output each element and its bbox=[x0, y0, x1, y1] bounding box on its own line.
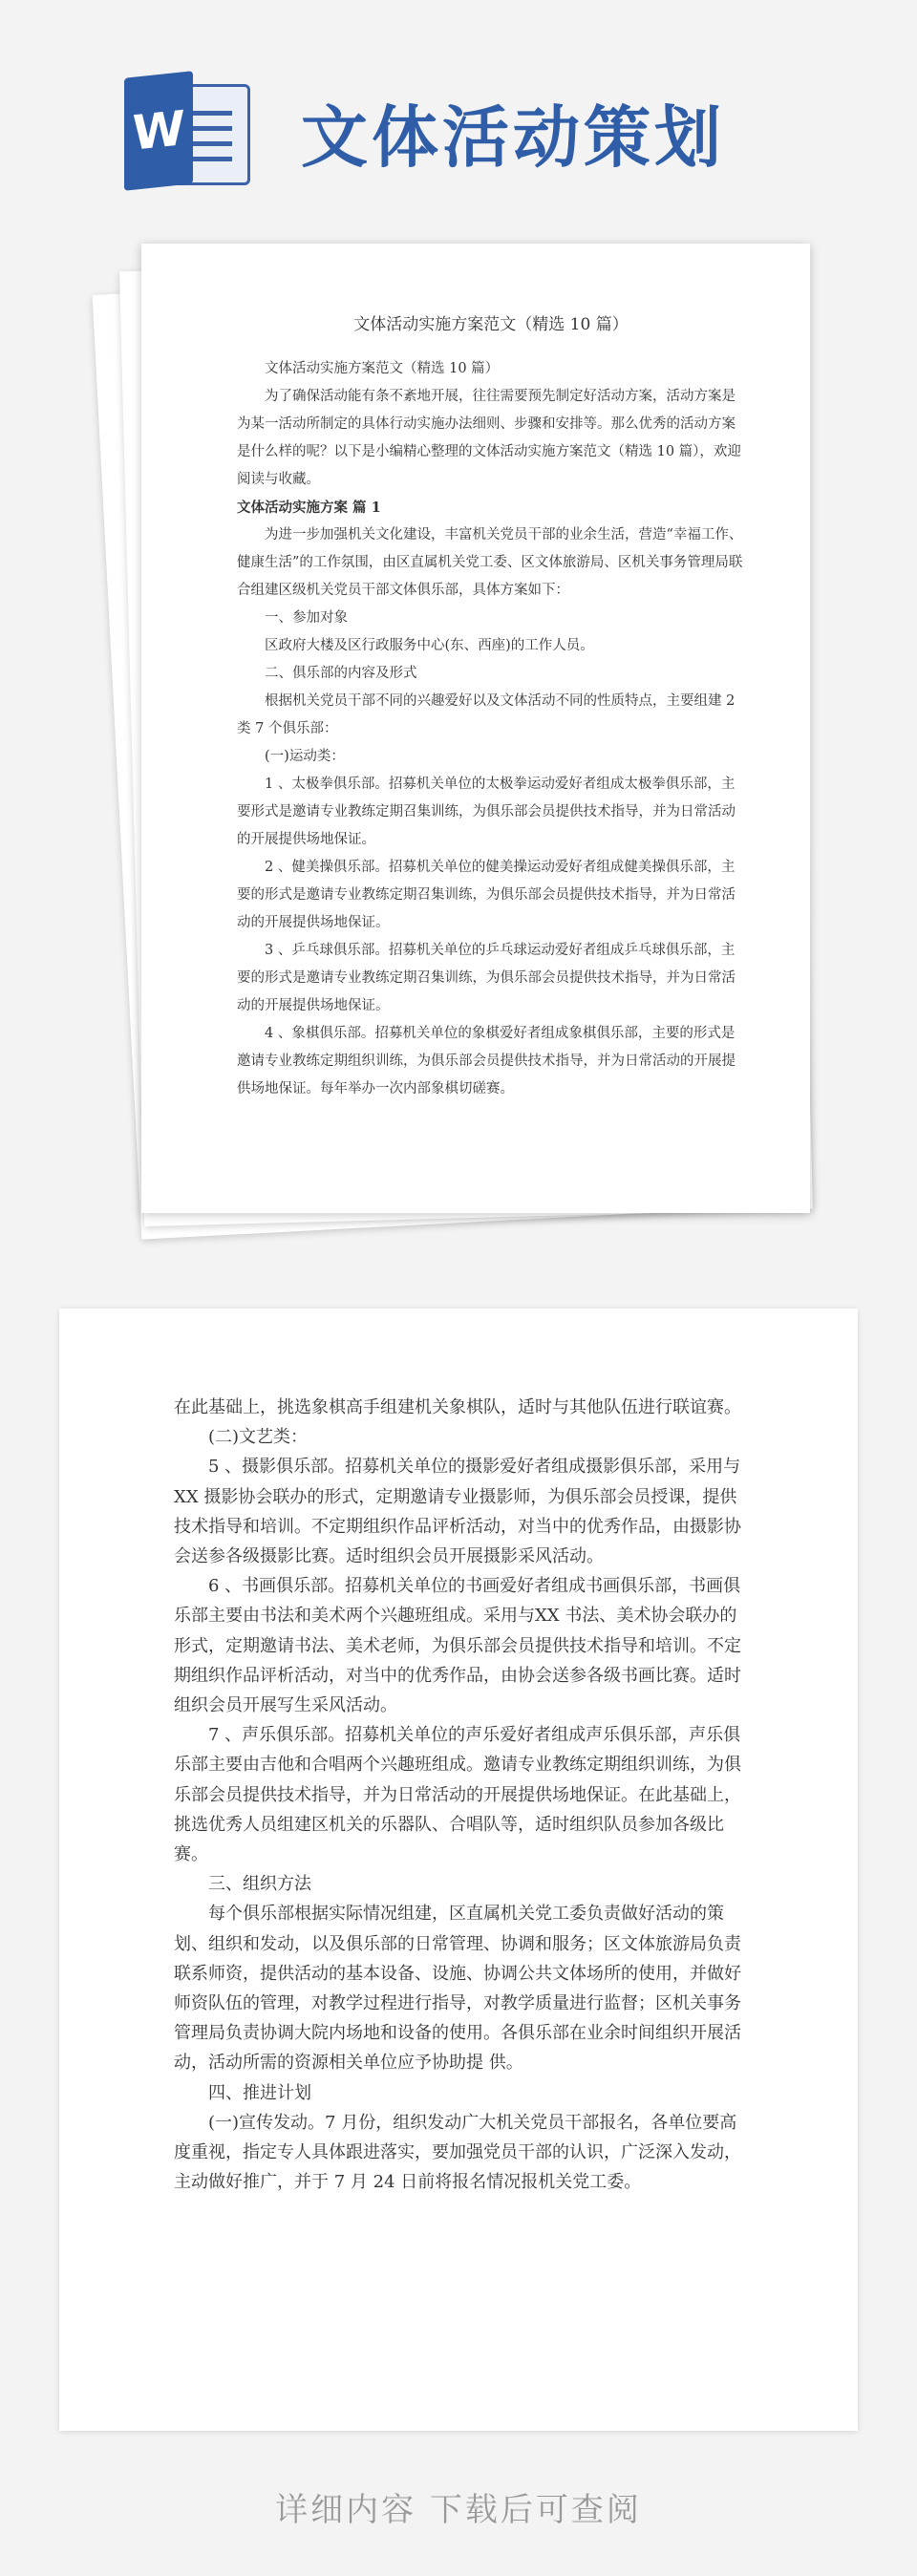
document-title: 文体活动实施方案范文（精选 10 篇） bbox=[353, 315, 629, 334]
paragraph: (一)运动类： bbox=[265, 749, 345, 764]
paragraph: 在此基础上，挑选象棋高手组建机关象棋队，适时与其他队伍进行联谊赛。 bbox=[174, 1397, 741, 1417]
header bbox=[0, 0, 917, 220]
document-body bbox=[174, 1393, 753, 2197]
paragraph: 区政府大楼及区行政服务中心(东、西座)的工作人员。 bbox=[265, 638, 594, 653]
paragraph: 2 、健美操俱乐部。招募机关单位的健美操运动爱好者组成健美操俱乐部，主要的形式是邀请专业教练定期召集训练，为俱乐部会员提供技术指导，并为日常活动的开展提供场地保证。 bbox=[237, 860, 736, 930]
paragraph: 7 、声乐俱乐部。招募机关单位的声乐爱好者组成声乐俱乐部，声乐俱乐部主要由吉他和合唱两个兴趣班组成。邀请专业教练定期组织训练，为俱乐部会员提供技术指导，并为日常活动的开展提供场地保证。在此基础上，挑选优秀人员组建区机关的乐器队、合唱队等，适时组织队员参加各级比赛。 bbox=[174, 1725, 741, 1865]
paragraph: (二)文艺类： bbox=[208, 1427, 309, 1448]
word-doc-icon bbox=[124, 75, 248, 187]
document-page-2 bbox=[59, 1309, 858, 2431]
document-page-1 bbox=[141, 244, 810, 1213]
document-body bbox=[237, 355, 745, 1103]
paragraph: 为进一步加强机关文化建设，丰富机关党员干部的业余生活，营造“幸福工作、健康生活”的工作氛围，由区直属机关党工委、区文体旅游局、区机关事务管理局联合组建区级机关党员干部文体俱乐部，具体方案如下： bbox=[237, 527, 743, 598]
paragraph: 1 、太极拳俱乐部。招募机关单位的太极拳运动爱好者组成太极拳俱乐部，主要形式是邀请专业教练定期召集训练，为俱乐部会员提供技术指导，并为日常活动的开展提供场地保证。 bbox=[237, 777, 736, 847]
word-doc-icon-letter: W bbox=[124, 71, 193, 191]
paragraph: 3 、乒乓球俱乐部。招募机关单位的乒乓球运动爱好者组成乒乓球俱乐部，主要的形式是邀请专业教练定期召集训练，为俱乐部会员提供技术指导，并为日常活动的开展提供场地保证。 bbox=[237, 943, 736, 1013]
paragraph: 为了确保活动能有条不紊地开展，往往需要预先制定好活动方案，活动方案是为某一活动所制定的具体行动实施办法细则、步骤和安排等。那么优秀的活动方案是什么样的呢？以下是小编精心整理的文体活动实施方案范文（精选 10 篇），欢迎阅读与收藏。 bbox=[237, 389, 741, 487]
paragraph: (一)宣传发动。7 月份，组织发动广大机关党员干部报名，各单位要高度重视，指定专人具体跟进落实，要加强党员干部的认识，广泛深入发动，主动做好推广，并于 7 月 24 日前将报名情况报机关党工委。 bbox=[174, 2112, 741, 2193]
section-heading: 文体活动实施方案 篇 1 bbox=[237, 500, 381, 516]
paragraph: 6 、书画俱乐部。招募机关单位的书画爱好者组成书画俱乐部，书画俱乐部主要由书法和美术两个兴趣班组成。采用与XX 书法、美术协会联办的形式，定期邀请书法、美术老师，为俱乐部会员提供技术指导和培训。不定期组织作品评析活动，对当中的优秀作品，由协会送参各级书画比赛。适时组织会员开展写生采风活动。 bbox=[174, 1576, 741, 1716]
paragraph: 5 、摄影俱乐部。招募机关单位的摄影爱好者组成摄影俱乐部，采用与XX 摄影协会联办的形式，定期邀请专业摄影师，为俱乐部会员授课，提供技术指导和培训。不定期组织作品评析活动，对当中的优秀作品，由摄影协会送参各级摄影比赛。适时组织会员开展摄影采风活动。 bbox=[174, 1457, 741, 1567]
paragraph: 一、参加对象 bbox=[265, 610, 348, 626]
download-hint: 详细内容 下载后可查阅 bbox=[275, 2491, 642, 2529]
paragraph: 二、俱乐部的内容及形式 bbox=[265, 666, 417, 681]
paragraph: 三、组织方法 bbox=[208, 1874, 311, 1895]
paragraph: 4 、象棋俱乐部。招募机关单位的象棋爱好者组成象棋俱乐部，主要的形式是邀请专业教练定期组织训练，为俱乐部会员提供技术指导，并为日常活动的开展提供场地保证。每年举办一次内部象棋切磋赛。 bbox=[237, 1026, 736, 1096]
paragraph: 根据机关党员干部不同的兴趣爱好以及文体活动不同的性质特点，主要组建 2 类 7 个俱乐部： bbox=[237, 693, 736, 736]
page-title: 文体活动策划 bbox=[301, 98, 725, 177]
paragraph: 四、推进计划 bbox=[208, 2082, 311, 2103]
paragraph: 每个俱乐部根据实际情况组建，区直属机关党工委负责做好活动的策划、组织和发动，以及俱乐部的日常管理、协调和服务；区文体旅游局负责联系师资，提供活动的基本设备、设施、协调公共文体场所的使用，并做好师资队伍的管理，对教学过程进行指导，对教学质量进行监督；区机关事务管理局负责协调大院内场地和设备的使用。各俱乐部在业余时间组织开展活动，活动所需的资源相关单位应予协助提 供。 bbox=[174, 1904, 741, 2074]
paragraph: 文体活动实施方案范文（精选 10 篇） bbox=[265, 361, 500, 376]
